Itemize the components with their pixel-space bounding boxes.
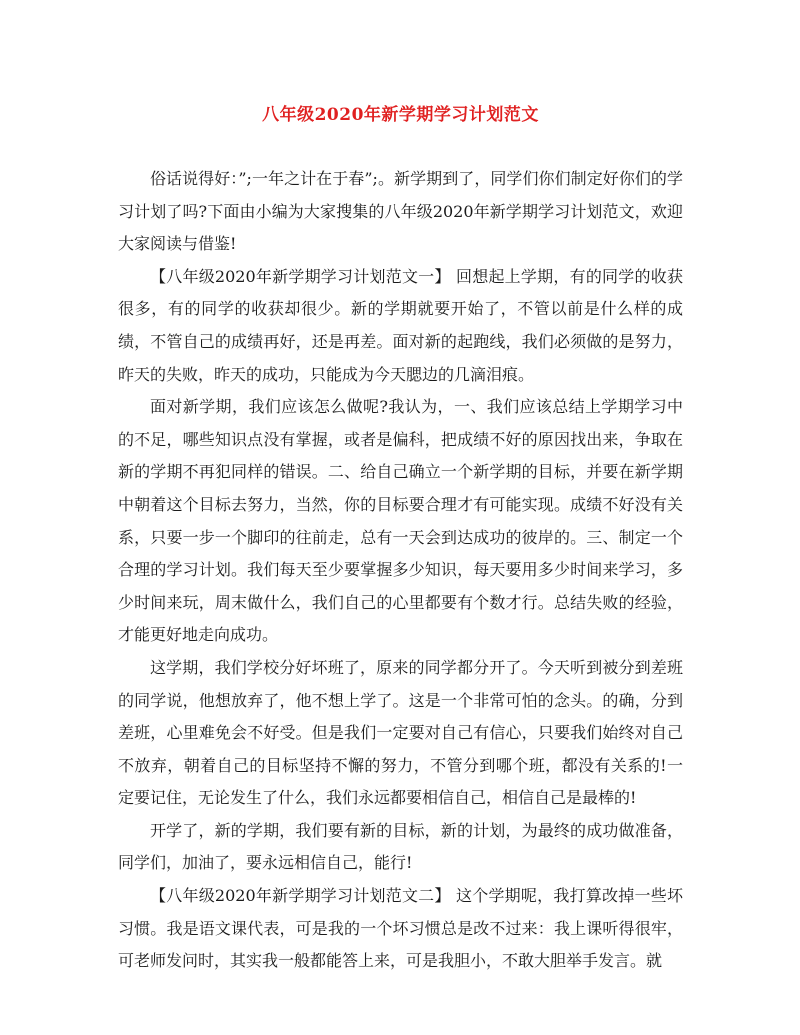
document-page xyxy=(118,100,683,978)
paragraph-text: 俗话说得好：”;一年之计在于春”;。新学期到了，同学们你们制定好你们的学习计划了吗?下面由小编为大家搜集的八年级2020年新学期学习计划范文，欢迎大家阅读与借鉴! xyxy=(118,169,683,254)
paragraph-text: 这个学期呢，我打算改掉一些坏习惯。我是语文课代表，可是我的一个坏习惯总是改不过来：我上课听得很牢，可老师发问时，其实我一般都能答上来，可是我胆小，不敢大胆举手发言。就 xyxy=(118,886,683,971)
document-title: 八年级2020年新学期学习计划范文 xyxy=(262,105,539,125)
paragraph-new-term xyxy=(118,391,683,652)
paragraph-sample-two-intro xyxy=(118,880,683,978)
paragraph-start-school xyxy=(118,815,683,880)
section-heading-sample-one: 【八年级2020年新学期学习计划范文一】 xyxy=(150,266,451,286)
paragraph-text: 开学了，新的学期，我们要有新的目标，新的计划，为最终的成功做准备，同学们，加油了，要永远相信自己，能行! xyxy=(118,820,683,873)
paragraph-sample-one-intro xyxy=(118,261,683,391)
paragraph-intro xyxy=(118,163,683,261)
paragraph-text: 这学期，我们学校分好坏班了，原来的同学都分开了。今天听到被分到差班的同学说，他想放弃了，他不想上学了。这是一个非常可怕的念头。的确，分到差班，心里难免会不好受。但是我们一定要对自己有信心，只要我们始终对自己不放弃，朝着自己的目标坚持不懈的努力，不管分到哪个班，都没有关系的!一定要记住，无论发生了什么，我们永远都要相信自己，相信自己是最棒的! xyxy=(118,657,683,808)
paragraph-class-split xyxy=(118,652,683,815)
paragraph-text: 回想起上学期，有的同学的收获很多，有的同学的收获却很少。新的学期就要开始了，不管以前是什么样的成绩，不管自己的成绩再好，还是再差。面对新的起跑线，我们必须做的是努力，昨天的失败，昨天的成功，只能成为今天腮边的几滴泪痕。 xyxy=(118,266,683,384)
paragraph-text: 面对新学期，我们应该怎么做呢?我认为，一、我们应该总结上学期学习中的不足，哪些知识点没有掌握，或者是偏科，把成绩不好的原因找出来，争取在新的学期不再犯同样的错误。二、给自己确立一个新学期的目标，并要在新学期中朝着这个目标去努力，当然，你的目标要合理才有可能实现。成绩不好没有关系，只要一步一个脚印的往前走，总有一天会到达成功的彼岸的。三、制定一个合理的学习计划。我们每天至少要掌握多少知识，每天要用多少时间来学习，多少时间来玩，周末做什么，我们自己的心里都要有个数才行。总结失败的经验，才能更好地走向成功。 xyxy=(118,397,683,645)
section-heading-sample-two: 【八年级2020年新学期学习计划范文二】 xyxy=(150,886,451,906)
